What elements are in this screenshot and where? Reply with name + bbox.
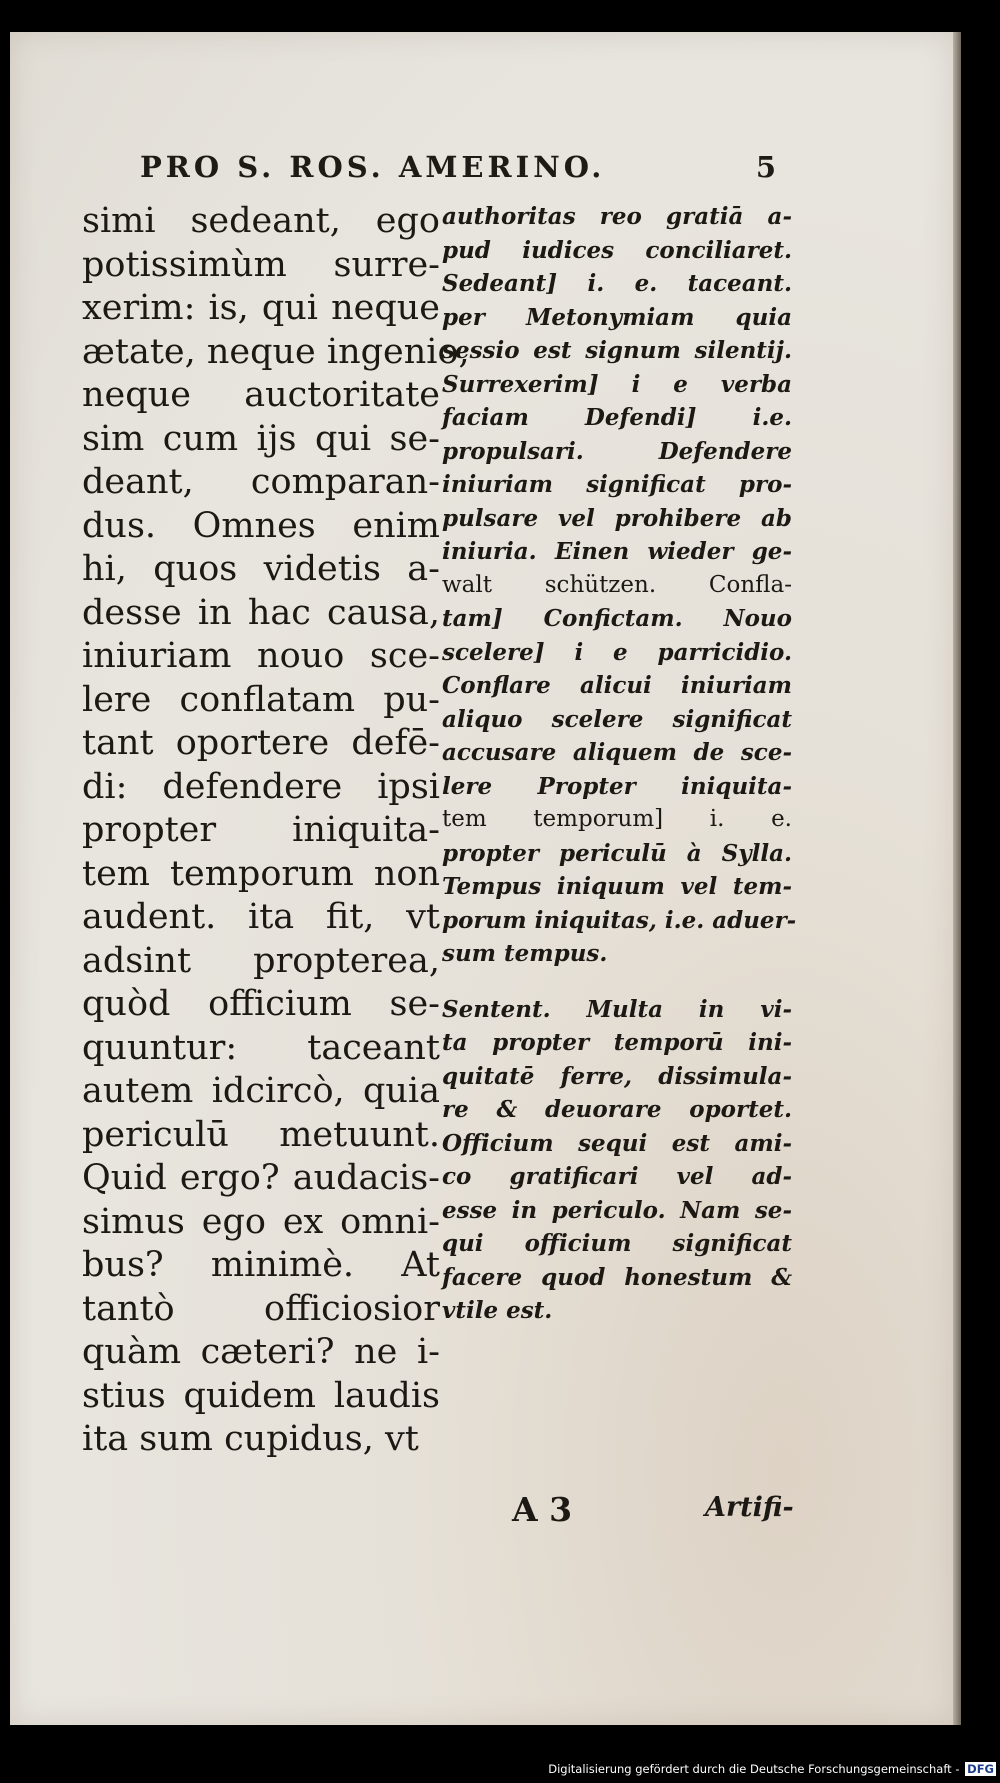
credit-text: Digitalisierung gefördert durch die Deutsche Forschungsgemeinschaft -	[548, 1762, 960, 1776]
commentary-line: facere quod honestum &	[442, 1263, 792, 1291]
main-text-line: propter iniquita-	[82, 810, 440, 850]
commentary-line: Sentent. Multa in vi-	[442, 995, 792, 1023]
commentary-line: sessio est signum silentij.	[442, 337, 792, 364]
commentary-gap	[442, 971, 792, 993]
catchword: Artifi-	[705, 1492, 794, 1523]
main-text-line: neque auctoritate	[82, 375, 440, 415]
commentary-line: aliquo scelere significat	[442, 705, 792, 733]
main-text-column	[82, 200, 470, 1462]
commentary-line: Officium sequi est ami-	[442, 1129, 792, 1157]
running-header	[140, 150, 780, 190]
commentary-line: pud iudices conciliaret.	[442, 236, 792, 264]
main-text-line: sim cum ijs qui se-	[82, 418, 440, 459]
main-text-line: dus. Omnes enim	[82, 505, 440, 546]
main-text-line: simi sedeant, ego	[82, 201, 440, 241]
main-text-line: audent. ita fit, vt	[82, 897, 440, 937]
commentary-line: esse in periculo. Nam se-	[442, 1196, 792, 1224]
commentary-line: Surrexerim] i e verba	[442, 370, 792, 398]
commentary-line: quitatē ferre, dissimula-	[442, 1062, 792, 1090]
main-text-line: simus ego ex omni-	[82, 1201, 440, 1242]
commentary-line: scelere] i e parricidio.	[442, 638, 792, 666]
commentary-line: ta propter temporū ini-	[442, 1029, 792, 1056]
main-text-line: adsint propterea,	[82, 940, 440, 981]
main-text-line: Quid ergo? audacis-	[82, 1158, 440, 1198]
signature-mark: A 3	[512, 1490, 573, 1529]
commentary-line: accusare aliquem de sce-	[442, 739, 792, 766]
commentary-line: qui officium significat	[442, 1230, 792, 1257]
commentary-line: walt schützen. Confla-	[442, 571, 792, 598]
commentary-line: Conflare alicui iniuriam	[442, 672, 792, 699]
main-text-line: bus? minimè. At	[82, 1245, 440, 1285]
commentary-line: porum iniquitas, i.e. aduer-	[442, 906, 797, 934]
commentary-line: sum tempus.	[442, 940, 608, 967]
commentary-line: vtile est.	[442, 1297, 553, 1324]
commentary-line: faciam Defendi] i.e.	[442, 404, 792, 431]
commentary-line: Sedeant] i. e. taceant.	[442, 270, 792, 297]
main-text-line: periculū metuunt.	[82, 1114, 440, 1155]
main-text-line: lere conflatam pu-	[82, 679, 440, 720]
commentary-line: co gratificari vel ad-	[442, 1163, 792, 1190]
main-text-line: quàm cæteri? ne i-	[82, 1332, 440, 1372]
main-text-line: di: defendere ipsi	[82, 766, 440, 807]
running-title: PRO S. ROS. AMERINO.	[140, 150, 606, 184]
commentary-line: propter periculū à Sylla.	[442, 839, 792, 867]
main-text-line: iniuriam nouo sce-	[82, 636, 440, 676]
commentary-column	[442, 200, 797, 1328]
commentary-line: re & deuorare oportet.	[442, 1096, 792, 1123]
dfg-logo: DFG	[967, 1762, 994, 1776]
commentary-line: lere Propter iniquita-	[442, 772, 792, 800]
main-text-line: deant, comparan-	[82, 462, 440, 502]
commentary-line: authoritas reo gratiā a-	[442, 203, 792, 230]
commentary-line: per Metonymiam quia	[442, 303, 792, 331]
main-text-line: ita sum cupidus, vt	[82, 1419, 419, 1459]
main-text-line: autem idcircò, quia	[82, 1071, 440, 1111]
commentary-line: tam] Confictam. Nouo	[442, 605, 792, 632]
commentary-line: pulsare vel prohibere ab	[442, 504, 792, 532]
main-text-line: quuntur: taceant	[82, 1027, 440, 1068]
main-text-line: tem temporum non	[82, 853, 440, 894]
main-text-line: hi, quos videtis a-	[82, 549, 440, 589]
main-text-line: tantò officiosior	[82, 1288, 440, 1329]
main-text-line: stius quidem laudis	[82, 1375, 440, 1416]
main-text-line: desse in hac causa,	[82, 592, 440, 633]
digitization-credit	[548, 1762, 996, 1776]
main-text-line: potissimùm surre-	[82, 244, 440, 285]
main-text-line: ætate, neque ingenio,	[82, 331, 470, 372]
commentary-line: propulsari. Defendere	[442, 437, 792, 465]
commentary-line: iniuria. Einen wieder ge-	[442, 538, 792, 565]
page-number: 5	[755, 150, 780, 184]
main-text-line: quòd officium se-	[82, 984, 440, 1024]
commentary-line: Tempus iniquum vel tem-	[442, 873, 792, 900]
main-text-line: xerim: is, qui neque	[82, 288, 440, 328]
commentary-line: iniuriam significat pro-	[442, 471, 792, 498]
page-edge	[953, 32, 961, 1725]
main-text-line: tant oportere defē-	[82, 723, 440, 763]
commentary-line: tem temporum] i. e.	[442, 806, 792, 832]
